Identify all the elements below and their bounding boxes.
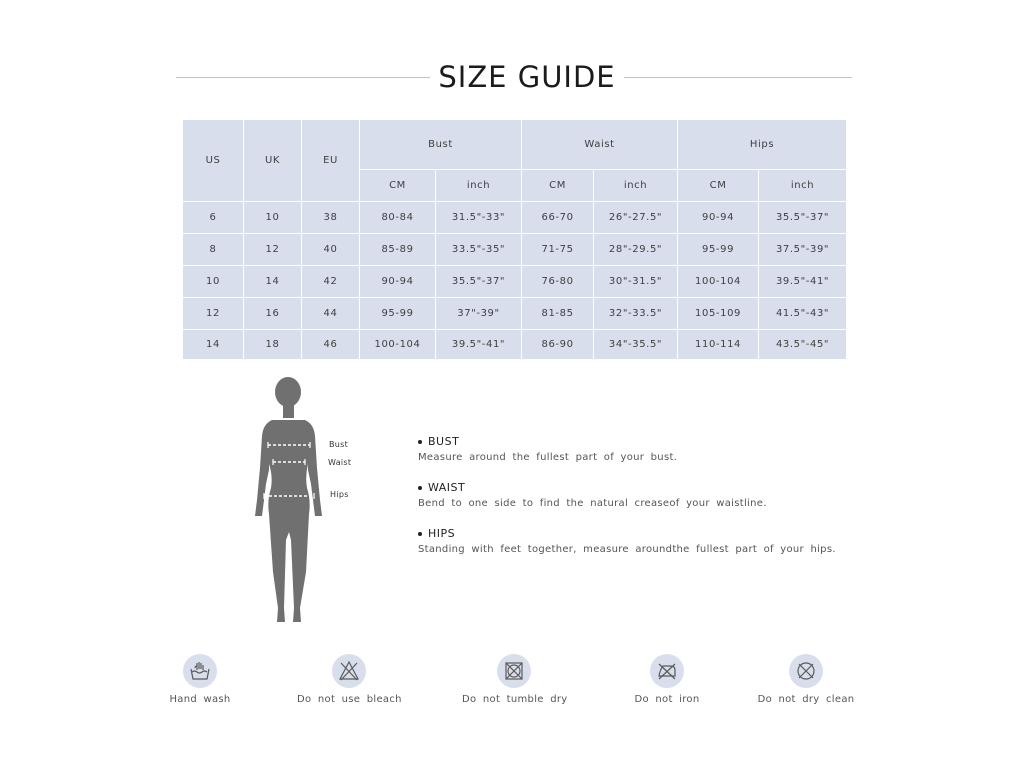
table-cell: 44: [302, 298, 360, 330]
table-cell: 6: [183, 202, 244, 234]
care-item-no-tumble-dry: [462, 654, 566, 705]
table-cell: 14: [244, 266, 302, 298]
table-cell: 100-104: [678, 266, 759, 298]
table-cell: 12: [183, 298, 244, 330]
instruction-waist: [418, 480, 838, 512]
table-cell: 26"-27.5": [594, 202, 678, 234]
table-cell: 40: [302, 234, 360, 266]
unit-header: CM: [522, 170, 594, 202]
bullet-icon: [418, 486, 422, 490]
page-title: SIZE GUIDE: [438, 60, 616, 94]
hand-wash-icon: [189, 660, 211, 682]
table-cell: 85-89: [360, 234, 436, 266]
table-cell: 66-70: [522, 202, 594, 234]
table-cell: 32"-33.5": [594, 298, 678, 330]
table-cell: 14: [183, 330, 244, 360]
table-cell: 38: [302, 202, 360, 234]
instruction-heading: HIPS: [428, 527, 456, 540]
care-label: Do not use bleach: [297, 694, 402, 705]
table-cell: 100-104: [360, 330, 436, 360]
table-cell: 43.5"-45": [759, 330, 847, 360]
instruction-heading: BUST: [428, 435, 460, 448]
table-cell: 42: [302, 266, 360, 298]
table-cell: 37.5"-39": [759, 234, 847, 266]
unit-header: inch: [436, 170, 522, 202]
table-cell: 81-85: [522, 298, 594, 330]
table-cell: 39.5"-41": [436, 330, 522, 360]
body-silhouette-icon: [248, 372, 368, 628]
table-cell: 41.5"-43": [759, 298, 847, 330]
table-cell: 86-90: [522, 330, 594, 360]
table-cell: 105-109: [678, 298, 759, 330]
bust-label: Bust: [329, 440, 349, 449]
table-cell: 8: [183, 234, 244, 266]
table-cell: 34"-35.5": [594, 330, 678, 360]
instruction-bust: [418, 434, 838, 466]
table-cell: 28"-29.5": [594, 234, 678, 266]
care-item-no-dry-clean: [754, 654, 858, 705]
waist-label: Waist: [328, 458, 352, 467]
unit-header: CM: [678, 170, 759, 202]
table-cell: 33.5"-35": [436, 234, 522, 266]
table-row: [183, 266, 847, 298]
table-cell: 31.5"-33": [436, 202, 522, 234]
no-bleach-icon: [338, 660, 360, 682]
table-cell: 110-114: [678, 330, 759, 360]
table-row: [183, 298, 847, 330]
unit-header: inch: [594, 170, 678, 202]
title-header: [176, 58, 852, 98]
table-cell: 37"-39": [436, 298, 522, 330]
instruction-text: Bend to one side to find the natural creaseof your waistline.: [418, 498, 767, 509]
table-cell: 90-94: [678, 202, 759, 234]
care-item-no-iron: [626, 654, 708, 705]
table-cell: 39.5"-41": [759, 266, 847, 298]
size-chart-table: [182, 119, 847, 360]
table-cell: 35.5"-37": [436, 266, 522, 298]
measurement-instructions: [418, 434, 838, 572]
col-header-uk: UK: [244, 120, 302, 202]
table-row: [183, 330, 847, 360]
group-header-waist: Waist: [522, 120, 678, 170]
hips-label: Hips: [330, 490, 349, 499]
care-label: Do not tumble dry: [462, 694, 568, 705]
table-cell: 76-80: [522, 266, 594, 298]
unit-header: inch: [759, 170, 847, 202]
bullet-icon: [418, 532, 422, 536]
table-cell: 10: [183, 266, 244, 298]
table-cell: 12: [244, 234, 302, 266]
col-header-eu: EU: [302, 120, 360, 202]
table-cell: 30"-31.5": [594, 266, 678, 298]
group-header-bust: Bust: [360, 120, 522, 170]
care-item-no-bleach: [297, 654, 401, 705]
body-figure: [248, 372, 368, 628]
care-item-hand-wash: [160, 654, 240, 705]
table-cell: 46: [302, 330, 360, 360]
care-label: Do not dry clean: [757, 694, 855, 705]
table-row: [183, 234, 847, 266]
no-tumble-dry-icon: [503, 660, 525, 682]
unit-header: CM: [360, 170, 436, 202]
table-row: [183, 202, 847, 234]
col-header-us: US: [183, 120, 244, 202]
table-cell: 35.5"-37": [759, 202, 847, 234]
instruction-heading: WAIST: [428, 481, 466, 494]
table-cell: 16: [244, 298, 302, 330]
care-label: Hand wash: [169, 694, 231, 705]
title-divider-left: [176, 77, 430, 78]
care-label: Do not iron: [634, 694, 700, 705]
table-header-row: [183, 120, 847, 170]
table-cell: 80-84: [360, 202, 436, 234]
instruction-text: Standing with feet together, measure aroundthe fullest part of your hips.: [418, 544, 836, 555]
no-iron-icon: [656, 660, 678, 682]
table-cell: 18: [244, 330, 302, 360]
group-header-hips: Hips: [678, 120, 847, 170]
bullet-icon: [418, 440, 422, 444]
table-cell: 90-94: [360, 266, 436, 298]
table-cell: 95-99: [678, 234, 759, 266]
table-cell: 95-99: [360, 298, 436, 330]
no-dry-clean-icon: [795, 660, 817, 682]
table-cell: 71-75: [522, 234, 594, 266]
title-divider-right: [624, 77, 852, 78]
instruction-text: Measure around the fullest part of your bust.: [418, 452, 678, 463]
instruction-hips: [418, 526, 838, 558]
table-cell: 10: [244, 202, 302, 234]
